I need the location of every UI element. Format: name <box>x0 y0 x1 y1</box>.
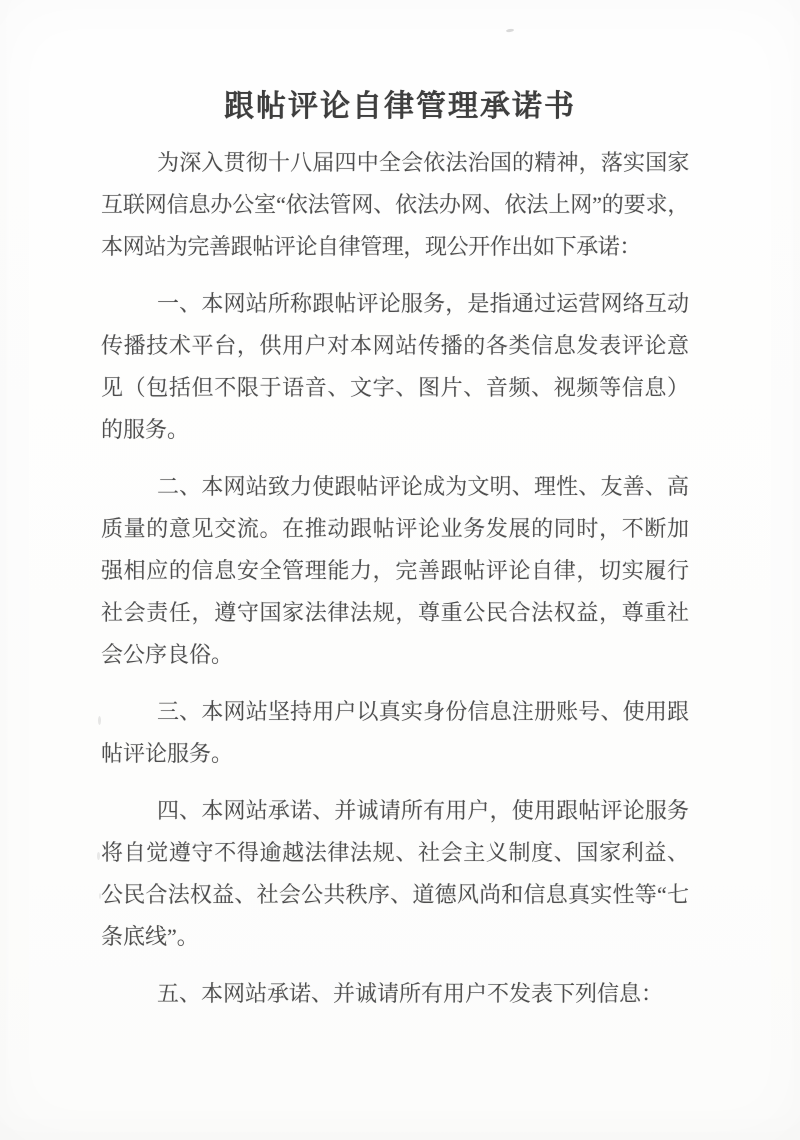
scan-speck <box>506 28 514 32</box>
document-body <box>101 142 689 1015</box>
paragraph-preamble: 为深入贯彻十八届四中全会依法治国的精神，落实国家互联网信息办公室“依法管网、依法办网、依法上网”的要求，本网站为完善跟帖评论自律管理，现公开作出如下承诺： <box>101 150 689 259</box>
scan-speck <box>99 893 101 899</box>
document-title: 跟帖评论自律管理承诺书 <box>224 90 576 123</box>
paragraph-clause-4: 四、本网站承诺、并诚请所有用户，使用跟帖评论服务将自觉遵守不得逾越法律法规、社会主义制度、国家利益、公民合法权益、社会公共秩序、道德风尚和信息真实性等“七条底线”。 <box>101 798 689 949</box>
scan-speck <box>97 852 100 860</box>
paragraph-clause-3: 三、本网站坚持用户以真实身份信息注册账号、使用跟帖评论服务。 <box>101 699 689 766</box>
paragraph-clause-1: 一、本网站所称跟帖评论服务，是指通过运营网络互动传播技术平台，供用户对本网站传播的各类信息发表评论意见（包括但不限于语音、文字、图片、音频、视频等信息）的服务。 <box>101 291 689 442</box>
scan-speck <box>98 716 101 725</box>
paragraph-clause-2: 二、本网站致力使跟帖评论成为文明、理性、友善、高质量的意见交流。在推动跟帖评论业务发展的同时，不断加强相应的信息安全管理能力，完善跟帖评论自律，切实履行社会责任，遵守国家法律法规，尊重公民合法权益，尊重社会公序良俗。 <box>101 474 689 667</box>
paragraph-clause-5: 五、本网站承诺、并诚请所有用户不发表下列信息： <box>157 981 664 1006</box>
